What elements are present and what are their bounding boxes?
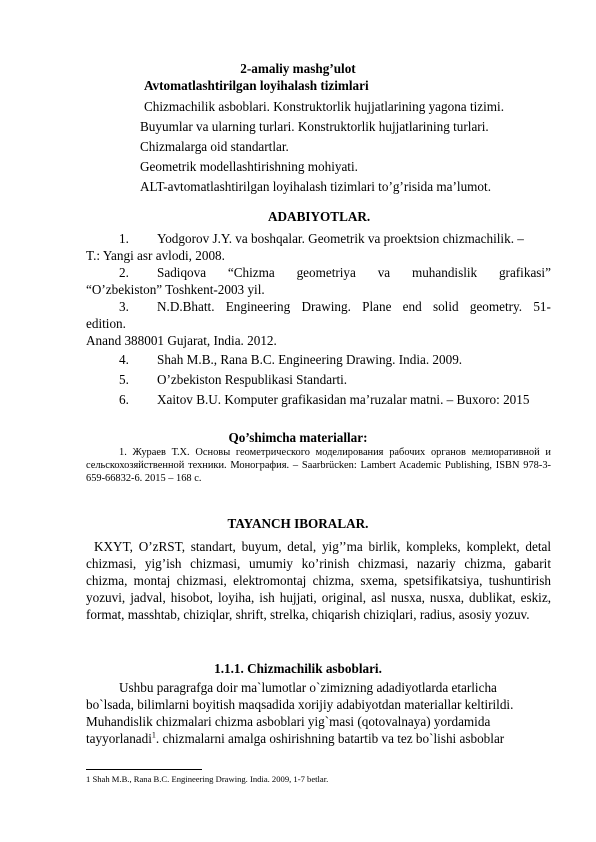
additional-text: 1. Жураев Т.Х. Основы геометрического моделирования рабочих органов мелиоративной и сельскохозяйственной техники. Монография. – Saarbrücken: Lambert Academic Publishing, ISBN 978-3-659-66832-6. 2015 – 168 с. xyxy=(86,447,551,484)
text-run: . chizmalarni amalga oshirishning batartib va tez bo`lishi asboblar xyxy=(155,731,505,746)
word: end xyxy=(402,299,422,314)
footnote: 1 Shah M.B., Rana B.C. Engineering Drawing. India. 2009, 1-7 betlar. xyxy=(86,774,329,784)
literature-number: 6. xyxy=(119,392,129,407)
literature-number: 5. xyxy=(119,372,129,387)
literature-text xyxy=(157,264,551,281)
literature-number: 1. xyxy=(119,231,129,246)
literature-text: “O’zbekiston” Toshkent-2003 yil. xyxy=(86,282,265,297)
literature-number: 2. xyxy=(119,265,129,280)
word: Drawing. xyxy=(301,299,351,314)
word: muhandislik xyxy=(411,265,478,280)
literature-text xyxy=(157,298,551,315)
keywords-text: KXYT, O’zRST, standart, buyum, detal, yig’’ma birlik, kompleks, komplekt, detal chizmasi, yig’ish chizmasi, umumiy ko’rinish chizmasi, nazariy chizma, gabarit chizma, montaj chizmasi, elektromontaj chizma, sxema, spetsifikatsiya, tushuntirish yozuvi, jadval, hisobot, loyiha, ish hujjati, original, asl nusxa, nusxa, dublikat, eskiz, format, masshtab, chiziqlar, shrift, strelka, chiqarish chiziqlari, radius, asosiy yozuv. xyxy=(86,539,551,622)
word: va xyxy=(377,265,391,280)
keywords-heading: TAYANCH IBORALAR. xyxy=(227,516,369,531)
section-line: Muhandislik chizmalari chizma asboblari yig`masi (qotovalnaya) yordamida xyxy=(86,714,491,729)
literature-text: Xaitov B.U. Komputer grafikasidan ma’ruzalar matni. – Buxoro: 2015 xyxy=(157,392,530,407)
section-line: Ushbu paragrafga doir ma`lumotlar o`zimizning adadiyotlarda etarlicha xyxy=(119,680,497,695)
word: grafikasi” xyxy=(498,265,551,280)
word: geometry. xyxy=(469,299,523,314)
literature-text: Anand 388001 Gujarat, India. 2012. xyxy=(86,333,277,348)
topic-item: ALT-avtomatlashtirilgan loyihalash tizimlari to’g’risida ma’lumot. xyxy=(140,179,491,194)
literature-number: 3. xyxy=(119,299,129,314)
word: N.D.Bhatt. xyxy=(157,299,215,314)
word: Sadiqova xyxy=(157,265,207,280)
literature-heading: ADABIYOTLAR. xyxy=(268,209,371,224)
section-line: bo`lsada, bilimlarni boyitish maqsadida xorijiy adabiyotdan materiallar keltirildi. xyxy=(86,697,514,712)
literature-number: 4. xyxy=(119,352,129,367)
word: 51- xyxy=(533,299,551,314)
topic-item: Geometrik modellashtirishning mohiyati. xyxy=(140,159,358,174)
word: “Chizma xyxy=(227,265,275,280)
topic-item: Buyumlar va ularning turlari. Konstruktorlik hujjatlarining turlari. xyxy=(140,119,489,134)
page-title: 2-amaliy mashg’ulot xyxy=(240,61,356,76)
literature-text: T.: Yangi asr avlodi, 2008. xyxy=(86,248,225,263)
page-subtitle: Avtomatlashtirilgan loyihalash tizimlari xyxy=(144,78,369,93)
additional-heading: Qo’shimcha materiallar: xyxy=(228,430,368,445)
literature-text: Shah M.B., Rana B.C. Engineering Drawing. India. 2009. xyxy=(157,352,463,367)
footnote-divider xyxy=(86,769,202,770)
topic-item: Chizmachilik asboblari. Konstruktorlik hujjatlarining yagona tizimi. xyxy=(144,99,505,114)
literature-text: edition. xyxy=(86,316,126,331)
word: Engineering xyxy=(225,299,291,314)
word: geometriya xyxy=(296,265,356,280)
word: solid xyxy=(432,299,459,314)
footnote-mark[interactable]: 1 xyxy=(151,730,156,740)
section-heading: 1.1.1. Chizmachilik asboblari. xyxy=(214,661,382,676)
literature-text: Yodgorov J.Y. va boshqalar. Geometrik va proektsion chizmachilik. – xyxy=(157,231,524,246)
topic-item: Chizmalarga oid standartlar. xyxy=(140,139,289,154)
text-run: tayyorlanadi xyxy=(86,731,152,746)
section-line xyxy=(86,730,504,747)
literature-text: O’zbekiston Respublikasi Standarti. xyxy=(157,372,348,387)
word: Plane xyxy=(362,299,392,314)
